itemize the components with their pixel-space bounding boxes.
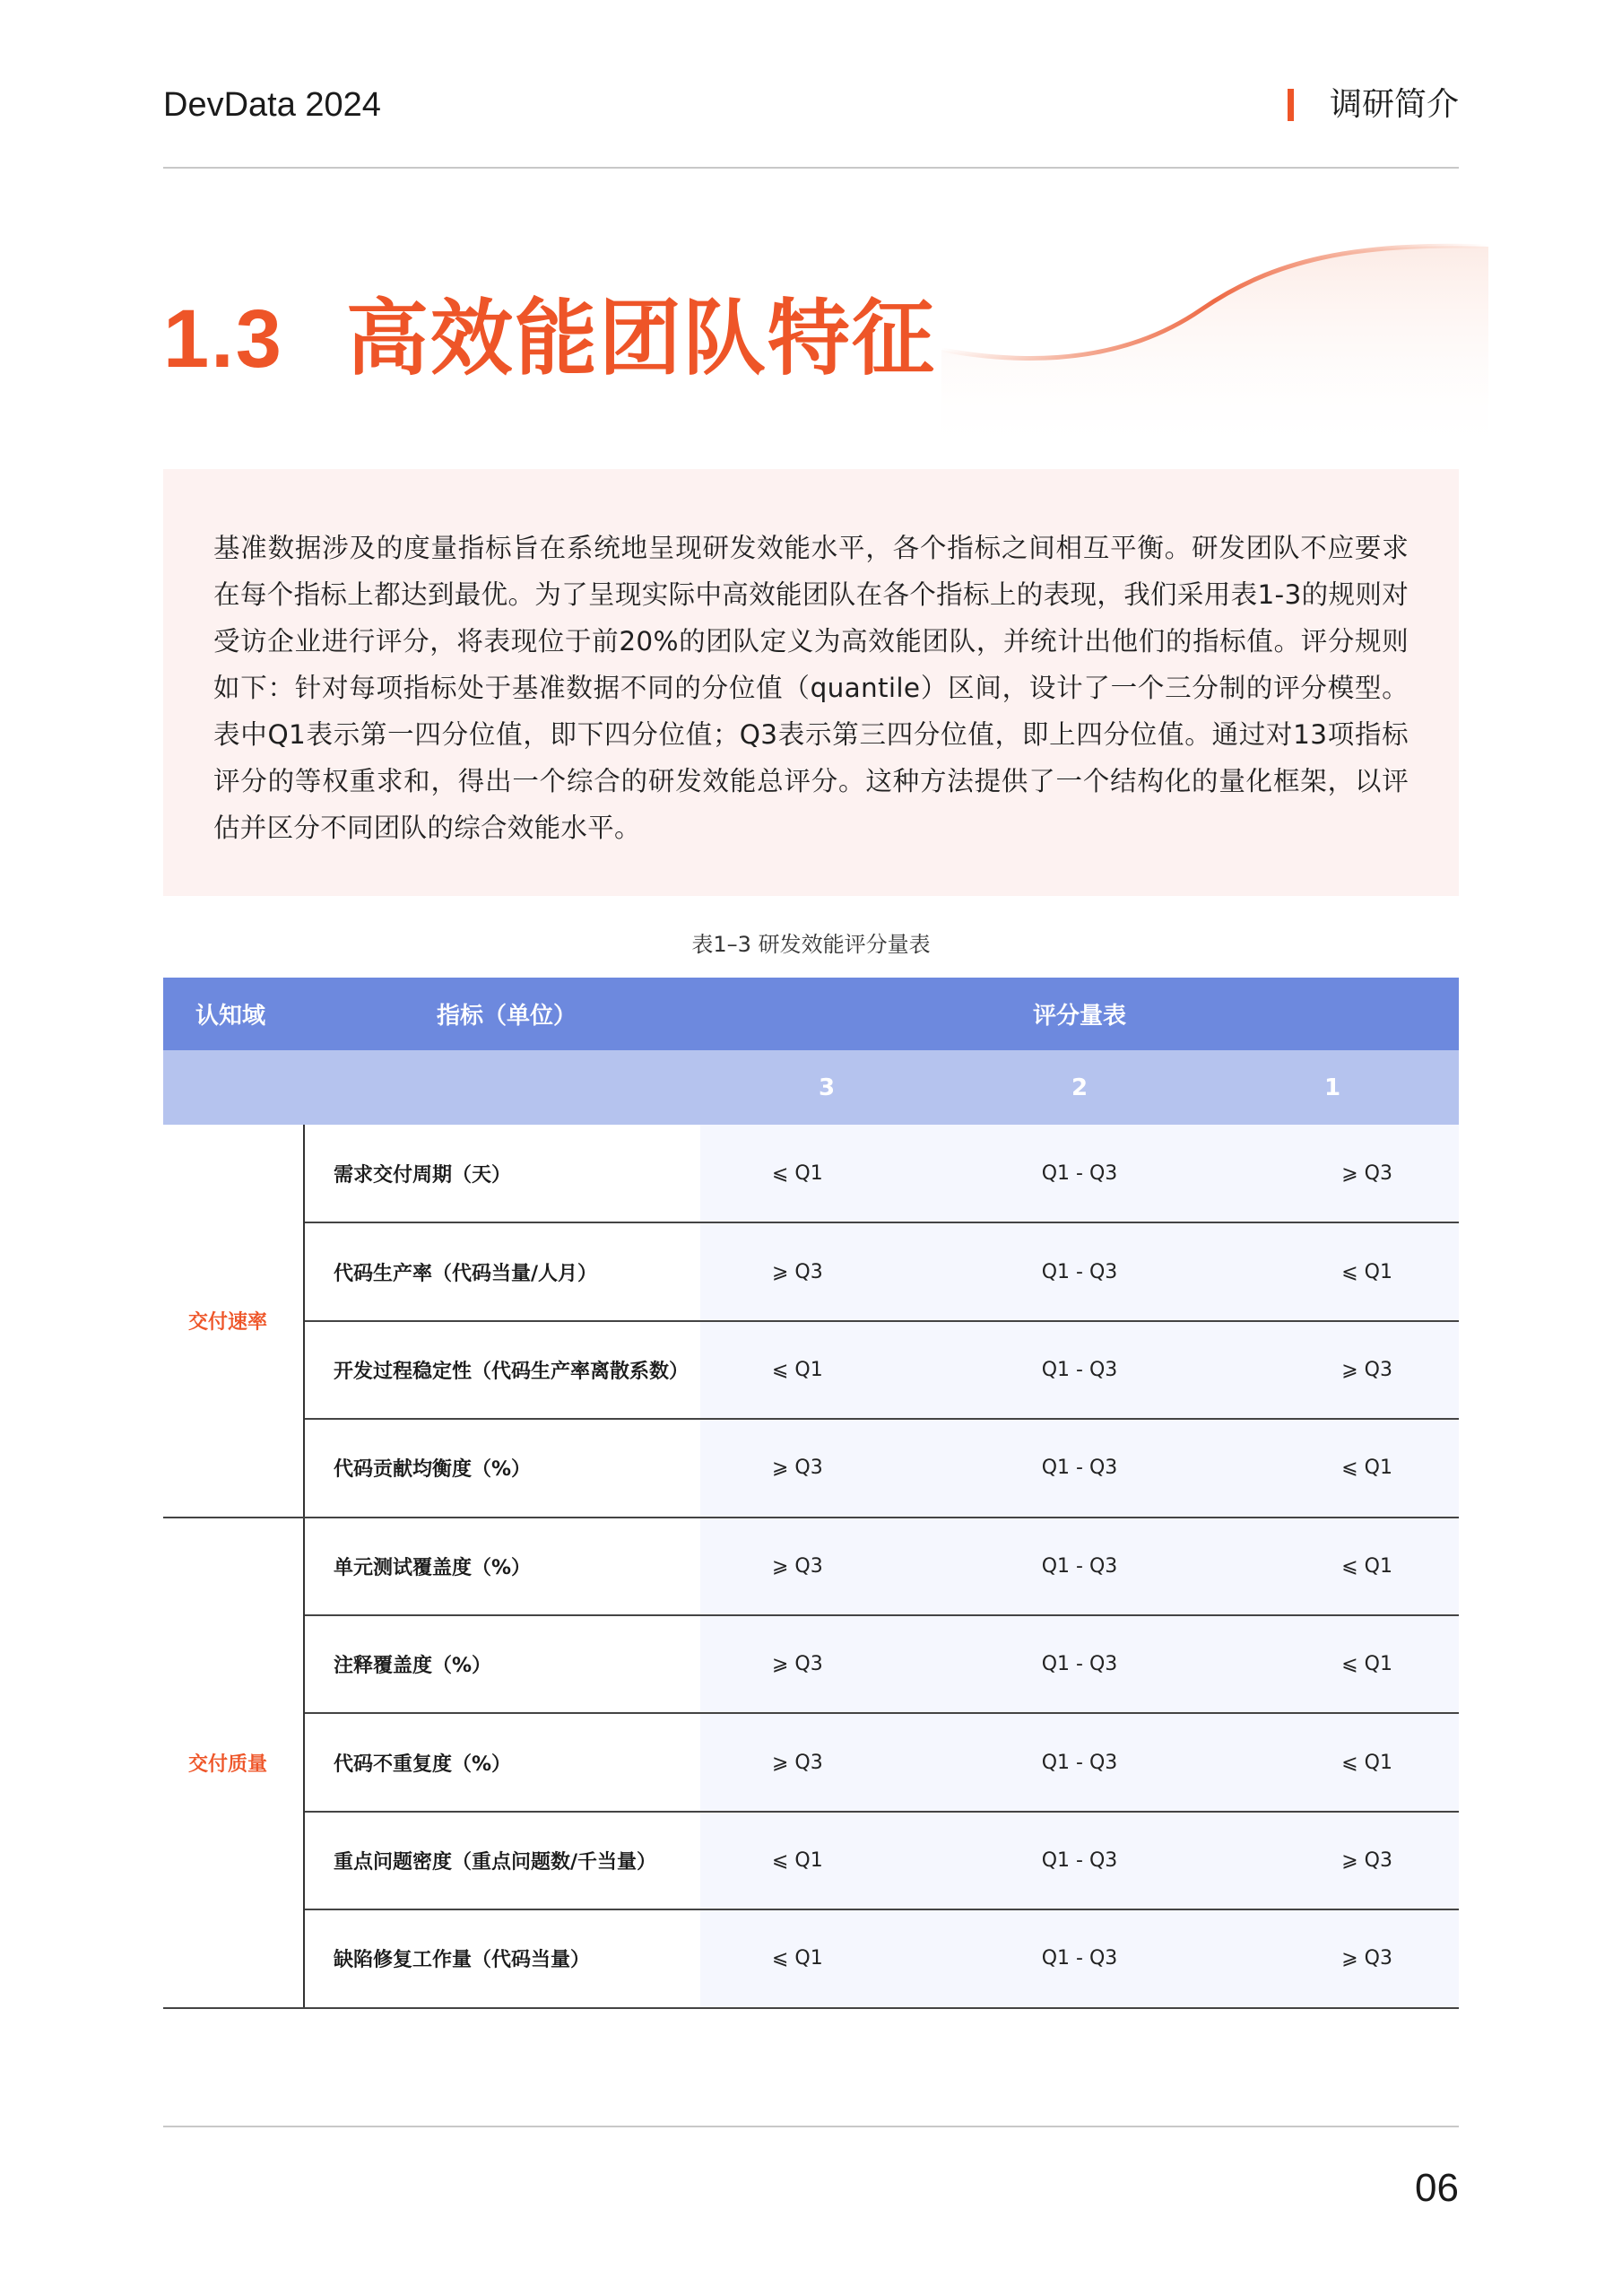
score-2-cell: Q1 - Q3 <box>953 1909 1206 2007</box>
accent-bar-icon <box>1288 89 1294 121</box>
subheader-empty <box>304 1050 700 1125</box>
section-title <box>163 285 936 393</box>
domain-cell: 交付速率 <box>163 1125 304 1518</box>
score-3-cell: ⩽ Q1 <box>700 1125 953 1222</box>
metric-cell: 代码不重复度（%） <box>304 1713 700 1811</box>
table-row <box>163 1321 1459 1419</box>
metric-cell: 代码生产率（代码当量/人月） <box>304 1222 700 1320</box>
table-row <box>163 1518 1459 1615</box>
table-row <box>163 1125 1459 1222</box>
score-3-cell: ⩽ Q1 <box>700 1812 953 1909</box>
score-2-cell: Q1 - Q3 <box>953 1419 1206 1517</box>
footer-divider <box>163 2126 1459 2127</box>
table-caption: 表1–3 研发效能评分量表 <box>691 932 931 957</box>
score-level-3: 3 <box>700 1050 953 1125</box>
score-1-cell: ⩾ Q3 <box>1206 1321 1459 1419</box>
section-tag <box>1288 81 1459 129</box>
table-row <box>163 1713 1459 1811</box>
table-row <box>163 1615 1459 1713</box>
score-3-cell: ⩾ Q3 <box>700 1518 953 1615</box>
intro-paragraph: 基准数据涉及的度量指标旨在系统地呈现研发效能水平，各个指标之间相互平衡。研发团队不应要求在每个指标上都达到最优。为了呈现实际中高效能团队在各个指标上的表现，我们采用表1-3的规则对受访企业进行评分，将表现位于前20%的团队定义为高效能团队，并统计出他们的指标值。评分规则如下：针对每项指标处于基准数据不同的分位值（quantile）区间，设计了一个三分制的评分模型。表中Q1表示第一四分位值，即下四分位值；Q3表示第三四分位值，即上四分位值。通过对13项指标评分的等权重求和，得出一个综合的研发效能总评分。这种方法提供了一个结构化的量化框架，以评估并区分不同团队的综合效能水平。 <box>213 533 1409 843</box>
metric-cell: 缺陷修复工作量（代码当量） <box>304 1909 700 2007</box>
table-row <box>163 1812 1459 1909</box>
score-level-2: 2 <box>953 1050 1206 1125</box>
page-number: 06 <box>1415 2166 1459 2210</box>
section-label: 调研简介 <box>1329 86 1459 123</box>
score-1-cell: ⩽ Q1 <box>1206 1419 1459 1517</box>
page-header <box>163 81 1459 135</box>
table-row <box>163 1419 1459 1517</box>
scoring-table <box>163 978 1459 2009</box>
header-scale: 评分量表 <box>700 978 1459 1050</box>
score-1-cell: ⩽ Q1 <box>1206 1713 1459 1811</box>
header-metric: 指标（单位） <box>304 978 700 1050</box>
score-3-cell: ⩽ Q1 <box>700 1909 953 2007</box>
score-3-cell: ⩾ Q3 <box>700 1615 953 1713</box>
metric-cell: 注释覆盖度（%） <box>304 1615 700 1713</box>
score-1-cell: ⩽ Q1 <box>1206 1518 1459 1615</box>
score-1-cell: ⩾ Q3 <box>1206 1125 1459 1222</box>
section-title-text: 高效能团队特征 <box>345 291 936 387</box>
score-3-cell: ⩾ Q3 <box>700 1419 953 1517</box>
header-domain: 认知域 <box>163 978 304 1050</box>
subheader-empty <box>163 1050 304 1125</box>
score-2-cell: Q1 - Q3 <box>953 1222 1206 1320</box>
metric-cell: 需求交付周期（天） <box>304 1125 700 1222</box>
score-2-cell: Q1 - Q3 <box>953 1125 1206 1222</box>
section-number: 1.3 <box>163 293 283 385</box>
table-header-row <box>163 978 1459 1050</box>
score-2-cell: Q1 - Q3 <box>953 1518 1206 1615</box>
table-row <box>163 1222 1459 1320</box>
score-2-cell: Q1 - Q3 <box>953 1615 1206 1713</box>
metric-cell: 单元测试覆盖度（%） <box>304 1518 700 1615</box>
score-2-cell: Q1 - Q3 <box>953 1713 1206 1811</box>
score-1-cell: ⩾ Q3 <box>1206 1909 1459 2007</box>
brand-label: DevData 2024 <box>163 86 381 124</box>
score-1-cell: ⩾ Q3 <box>1206 1812 1459 1909</box>
domain-cell: 交付质量 <box>163 1518 304 2008</box>
header-divider <box>163 167 1459 169</box>
score-2-cell: Q1 - Q3 <box>953 1321 1206 1419</box>
intro-box <box>163 469 1459 896</box>
metric-cell: 代码贡献均衡度（%） <box>304 1419 700 1517</box>
table-row <box>163 1909 1459 2007</box>
metric-cell: 重点问题密度（重点问题数/千当量） <box>304 1812 700 1909</box>
score-3-cell: ⩽ Q1 <box>700 1321 953 1419</box>
decorative-swoosh-icon <box>932 224 1506 457</box>
score-1-cell: ⩽ Q1 <box>1206 1222 1459 1320</box>
score-3-cell: ⩾ Q3 <box>700 1222 953 1320</box>
score-3-cell: ⩾ Q3 <box>700 1713 953 1811</box>
score-level-1: 1 <box>1206 1050 1459 1125</box>
score-2-cell: Q1 - Q3 <box>953 1812 1206 1909</box>
score-1-cell: ⩽ Q1 <box>1206 1615 1459 1713</box>
table-subheader-row <box>163 1050 1459 1125</box>
metric-cell: 开发过程稳定性（代码生产率离散系数） <box>304 1321 700 1419</box>
